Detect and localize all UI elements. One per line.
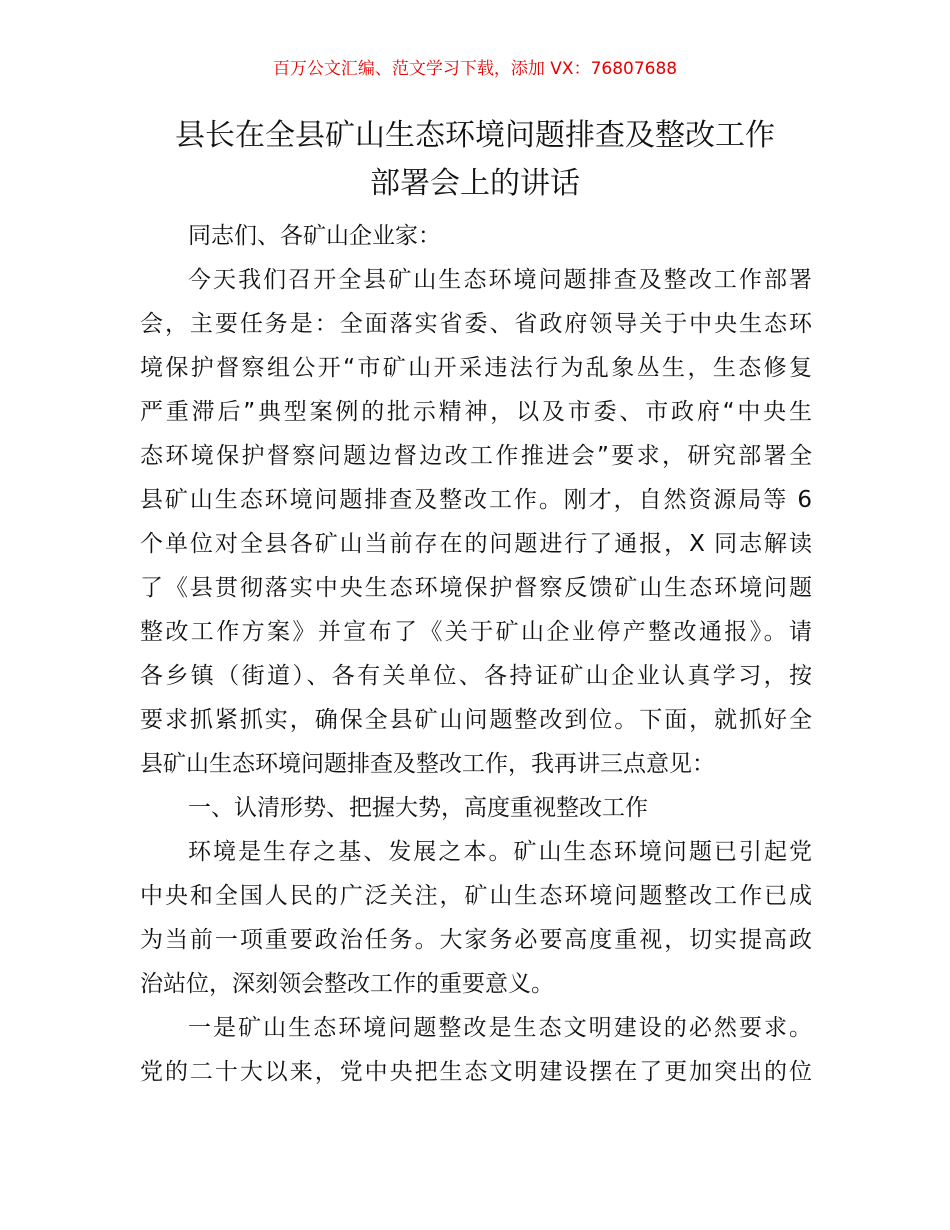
text-line: 了《县贯彻落实中央生态环境保护督察反馈矿山生态环境问题: [140, 575, 812, 601]
text-line: 今天我们召开全县矿山生态环境问题排查及整改工作部署: [188, 267, 812, 293]
text-line: 同志们、各矿山企业家：: [188, 223, 441, 249]
text-line: 严重滞后”典型案例的批示精神，以及市委、市政府“中央生: [140, 399, 812, 425]
intro-paragraph: [140, 258, 812, 786]
section-heading: [140, 786, 812, 830]
text-line: 县矿山生态环境问题排查及整改工作，我再讲三点意见：: [140, 751, 715, 777]
document-body: [140, 214, 812, 1094]
text-line: 党的二十大以来，党中央把生态文明建设摆在了更加突出的位: [140, 1059, 812, 1085]
text-line: 态环境保护督察问题边督边改工作推进会”要求，研究部署全: [140, 443, 812, 469]
text-line: 整改工作方案》并宣布了《关于矿山企业停产整改通报》。请: [140, 619, 812, 645]
text-line: 环境是生存之基、发展之本。矿山生态环境问题已引起党: [188, 839, 812, 865]
text-line: 各乡镇（街道）、各有关单位、各持证矿山企业认真学习，按: [140, 663, 812, 689]
text-line: 县矿山生态环境问题排查及整改工作。刚才，自然资源局等 6: [140, 487, 812, 513]
text-line: 一、认清形势、把握大势，高度重视整改工作: [188, 795, 648, 821]
header-banner: 百万公文汇编、范文学习下载，添加 VX：76807688: [272, 59, 678, 79]
text-line: 要求抓紧抓实，确保全县矿山问题整改到位。下面，就抓好全: [140, 707, 812, 733]
text-line: 为当前一项重要政治任务。大家务必要高度重视，切实提高政: [140, 927, 812, 953]
text-line: 个单位对全县各矿山当前存在的问题进行了通报，X 同志解读: [140, 531, 812, 557]
body-paragraph: [140, 1006, 812, 1094]
body-paragraph: [140, 830, 812, 1006]
title-line: 县长在全县矿山生态环境问题排查及整改工作: [175, 118, 775, 153]
text-line: 境保护督察组公开“市矿山开采违法行为乱象丛生，生态修复: [140, 355, 812, 381]
salutation-paragraph: [140, 214, 812, 258]
text-line: 会，主要任务是：全面落实省委、省政府领导关于中央生态环: [140, 311, 812, 337]
title-line: 部署会上的讲话: [370, 166, 580, 201]
text-line: 中央和全国人民的广泛关注，矿山生态环境问题整改工作已成: [140, 883, 812, 909]
document-title: [100, 112, 850, 208]
text-line: 一是矿山生态环境问题整改是生态文明建设的必然要求。: [188, 1015, 812, 1041]
text-line: 治站位，深刻领会整改工作的重要意义。: [140, 971, 554, 997]
